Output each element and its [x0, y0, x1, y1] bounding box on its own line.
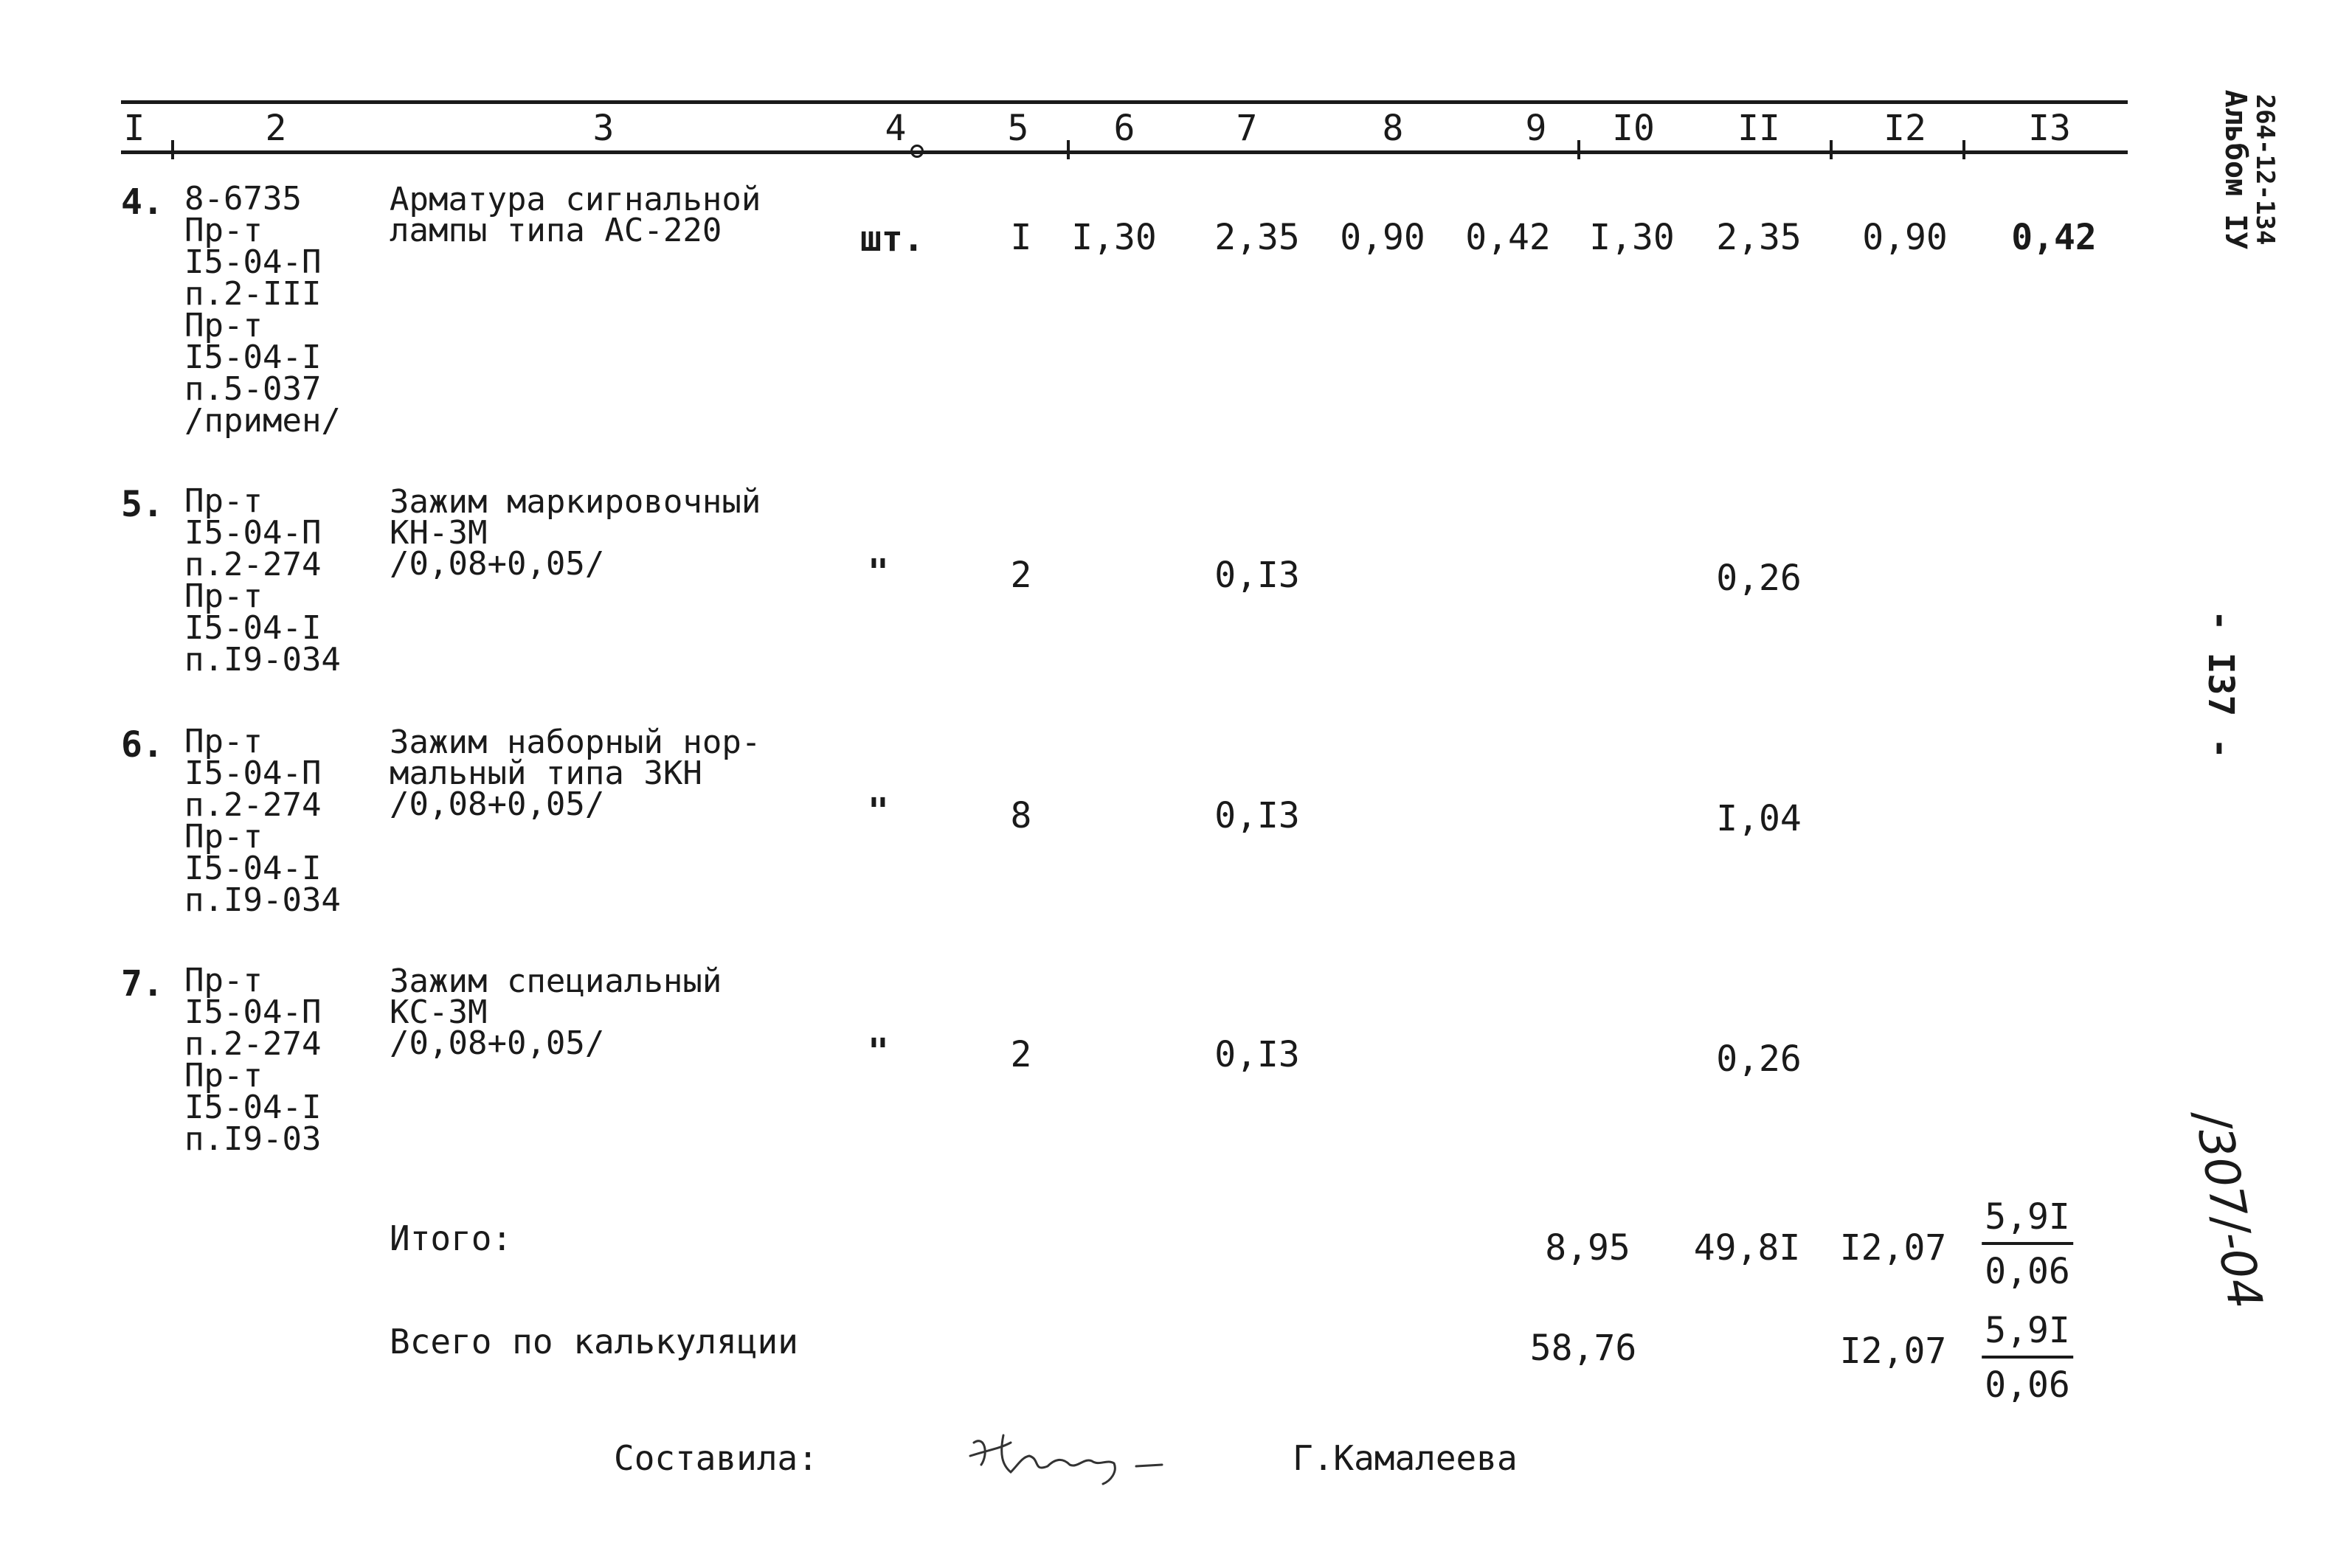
column-header-11: II [1737, 108, 1780, 149]
code-line: Пр-т [184, 962, 263, 999]
fraction-denominator: 0,06 [1985, 1364, 2070, 1406]
itogo-label: Итого: [390, 1218, 513, 1258]
handwritten-stamp: /307/-04 [2184, 1107, 2272, 1314]
code-line: I5-04-П [184, 993, 322, 1031]
row-code [184, 723, 341, 919]
code-line: 8-6735 [184, 180, 302, 218]
handwritten-signature [959, 1420, 1210, 1487]
fraction-denominator: 0,06 [1985, 1251, 2070, 1292]
row-number: 7. [121, 963, 164, 1005]
code-line: п.2-274 [184, 1025, 322, 1063]
column-header-9: 9 [1525, 108, 1547, 149]
code-line: I5-04-I [184, 1089, 322, 1126]
cell-col11: 2,35 [1716, 217, 1802, 258]
column-header-3: 3 [592, 108, 615, 149]
row-name [390, 724, 761, 823]
itogo-col11: 49,8I [1693, 1227, 1801, 1269]
row-code [184, 180, 341, 440]
row-qty: 2 [1010, 1034, 1032, 1075]
row-unit-ditto: " [868, 1031, 889, 1072]
code-line: п.2-274 [184, 546, 322, 583]
name-line: мальный типа ЗКН [390, 754, 702, 792]
row-code [184, 962, 322, 1158]
code-line: п.I9-03 [184, 1120, 322, 1158]
cell-col8: 0,90 [1340, 217, 1425, 258]
column-header-10: I0 [1612, 108, 1655, 149]
header-top-rule [121, 100, 2128, 104]
row-name [390, 962, 722, 1062]
name-line: /0,08+0,05/ [390, 1024, 605, 1062]
column-tick [171, 140, 174, 159]
name-line: Зажим специальный [390, 962, 722, 1000]
name-line: Зажим маркировочный [390, 483, 761, 521]
row-qty: 8 [1010, 795, 1032, 836]
album-code-block [2218, 52, 2280, 288]
cell-col7: 2,35 [1214, 217, 1300, 258]
code-line: I5-04-I [184, 609, 322, 647]
cell-col6: I,30 [1071, 217, 1157, 258]
column-header-2: 2 [265, 108, 287, 149]
code-line: /примен/ [184, 402, 341, 440]
vsego-col10: 58,76 [1529, 1328, 1637, 1369]
column-tick [1577, 140, 1580, 159]
fraction-numerator: 5,9I [1982, 1193, 2073, 1245]
code-line: I5-04-П [184, 243, 322, 281]
row-qty: 2 [1010, 555, 1032, 596]
name-line: КС-3М [390, 993, 488, 1031]
code-line: Пр-т [184, 307, 263, 344]
column-marker-dot [910, 145, 924, 158]
row-number: 6. [121, 724, 164, 766]
column-header-13: I3 [2028, 108, 2071, 149]
code-line: п.I9-034 [184, 641, 341, 679]
itogo-col10: 8,95 [1545, 1227, 1630, 1269]
column-tick [1067, 140, 1070, 159]
vsego-label: Всего по калькуляции [390, 1322, 798, 1361]
code-line: Пр-т [184, 577, 263, 615]
code-line: Пр-т [184, 818, 263, 856]
name-line: Зажим наборный нор- [390, 724, 761, 761]
row-unit: шт. [860, 218, 924, 260]
compiler-name: Г.Камалеева [1293, 1438, 1518, 1478]
code-line: I5-04-I [184, 850, 322, 887]
column-header-8: 8 [1382, 108, 1404, 149]
row-unit-ditto: " [868, 552, 889, 593]
column-header-6: 6 [1113, 108, 1135, 149]
column-header-12: I2 [1884, 108, 1926, 149]
code-line: п.2-274 [184, 786, 322, 824]
name-line: лампы типа АС-220 [390, 212, 722, 249]
row-number: 5. [121, 484, 164, 525]
code-line: Пр-т [184, 1057, 263, 1095]
vsego-col12: I2,07 [1839, 1331, 1947, 1372]
fraction-numerator: 5,9I [1982, 1307, 2073, 1359]
row-qty: I [1010, 217, 1032, 258]
column-header-5: 5 [1007, 108, 1029, 149]
vsego-col13-fraction [1982, 1307, 2073, 1409]
code-line: I5-04-П [184, 514, 322, 552]
row-number: 4. [121, 181, 164, 223]
page-number: - I37 - [2200, 609, 2241, 760]
row-code [184, 482, 341, 679]
code-line: Пр-т [184, 723, 263, 760]
cell-col11: 0,26 [1716, 1038, 1802, 1080]
itogo-col13-fraction [1982, 1193, 2073, 1295]
code-line: п.2-III [184, 275, 322, 313]
column-header-4: 4 [885, 108, 907, 149]
name-line: /0,08+0,05/ [390, 785, 605, 823]
column-header-7: 7 [1236, 108, 1258, 149]
cell-col13: 0,42 [2011, 217, 2097, 258]
compiled-by-label: Составила: [614, 1438, 818, 1478]
name-line: Арматура сигнальной [390, 181, 761, 218]
code-line: Пр-т [184, 212, 263, 249]
column-tick [1830, 140, 1833, 159]
row-unit-ditto: " [868, 791, 889, 832]
cell-col7: 0,I3 [1214, 555, 1300, 596]
itogo-col12: I2,07 [1839, 1227, 1947, 1269]
column-header-1: I [123, 108, 145, 149]
code-line: I5-04-I [184, 339, 322, 376]
album-label: Альбом IУ [2218, 89, 2252, 250]
row-name [390, 483, 761, 583]
cell-col11: I,04 [1716, 798, 1802, 839]
document-code: 264-12-134 [2250, 94, 2280, 246]
column-tick [1962, 140, 1965, 159]
code-line: п.I9-034 [184, 881, 341, 919]
row-name [390, 181, 761, 249]
name-line: КН-3М [390, 514, 488, 552]
header-bottom-rule [121, 150, 2128, 154]
cell-col11: 0,26 [1716, 558, 1802, 599]
cell-col10: I,30 [1589, 217, 1675, 258]
code-line: I5-04-П [184, 754, 322, 792]
name-line: /0,08+0,05/ [390, 545, 605, 583]
code-line: Пр-т [184, 482, 263, 520]
cell-col12: 0,90 [1862, 217, 1948, 258]
cell-col7: 0,I3 [1214, 795, 1300, 836]
cell-col7: 0,I3 [1214, 1034, 1300, 1075]
code-line: п.5-037 [184, 370, 322, 408]
cell-col9: 0,42 [1465, 217, 1551, 258]
